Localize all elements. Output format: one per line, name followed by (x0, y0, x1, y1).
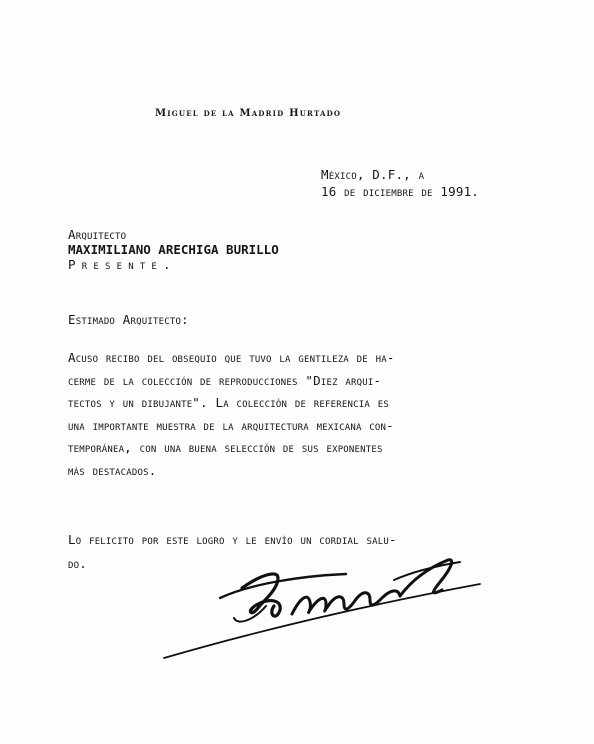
closing-line: do. (68, 556, 87, 571)
date-place: México, D.F., a (321, 167, 425, 182)
body-line: temporánea, con una buena selección de sus exponentes (68, 440, 383, 455)
date-day: 16 de diciembre de 1991. (321, 184, 480, 199)
body-paragraph (68, 347, 395, 482)
body-line: tectos y un dibujante". La colección de referencia es (68, 395, 389, 410)
body-line: una importante muestra de la arquitectura mexicana con- (68, 417, 394, 433)
letterhead-name: Miguel de la Madrid Hurtado (155, 108, 342, 119)
closing-line: Lo felicito por este logro y le envío un cordial salu- (68, 532, 397, 547)
recipient-title: Arquitecto (68, 227, 127, 242)
recipient-presente: Presente. (68, 257, 177, 272)
body-line: más destacados. (68, 462, 157, 478)
body-line: cerme de la colección de reproducciones "Diez arqui- (68, 372, 382, 388)
body-line: Acuso recibo del obsequio que tuvo la gentileza de ha- (68, 350, 395, 365)
recipient-block (68, 227, 279, 272)
recipient-name: MAXIMILIANO ARECHIGA BURILLO (68, 242, 279, 257)
date-block (321, 166, 479, 200)
handwritten-signature-icon (150, 540, 500, 670)
salutation: Estimado Arquitecto: (68, 312, 189, 327)
